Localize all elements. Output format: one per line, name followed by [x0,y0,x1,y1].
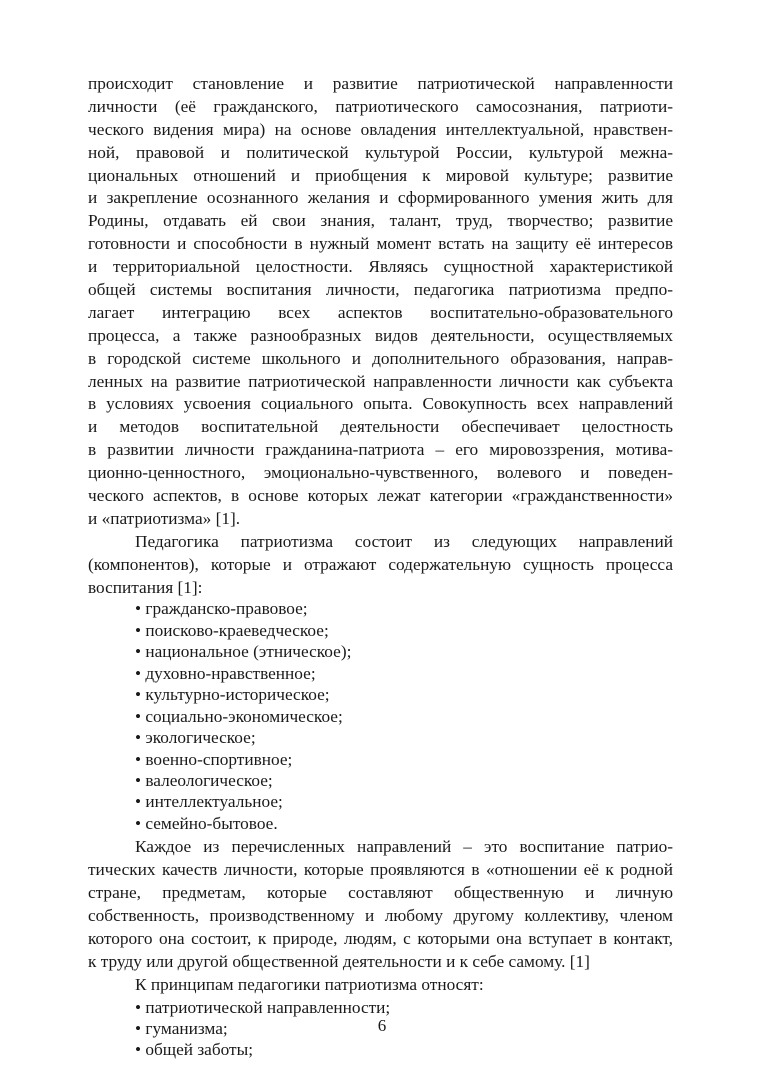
list-item: • патриотической направленности; [135,997,391,1017]
text-line: которого она состоит, к природе, людям, с которыми она вступает в контакт, [88,928,673,948]
text-line: ческого аспектов, в основе которых лежат категории «гражданственности» [88,486,673,506]
text-line: в условиях усвоения социального опыта. Совокупность всех направлений [88,394,673,414]
text-line: происходит становление и развитие патриотической направленности [88,74,673,93]
text-line: Каждое из перечисленных направлений – это воспитание патрио- [135,837,673,857]
text-line: в развитии личности гражданина-патриота – его мировоззрения, мотива- [88,440,673,460]
paragraph-4 [88,974,673,997]
directions-list [88,598,673,834]
text-line: и «патриотизма» [1]. [88,508,241,528]
text-line: лагает интеграцию всех аспектов воспитательно-образовательного [88,302,673,322]
list-item: • семейно-бытовое. [135,813,278,833]
list-item: • культурно-историческое; [135,685,330,705]
paragraph-2 [88,531,673,600]
text-line: ленных на развитие патриотической направленности личности как субъекта [88,371,673,391]
text-line: тических качеств личности, которые проявляются в «отношении её к родной [88,860,673,880]
text-line: личности (её гражданского, патриотического самосознания, патриоти- [88,96,673,116]
page-number: 6 [377,1016,387,1035]
text-line: ческого видения мира) на основе овладения интеллектуальной, нравствен- [88,119,673,139]
text-line: Педагогика патриотизма состоит из следующих направлений [135,531,673,551]
text-line: (компонентов), которые и отражают содержательную сущность процесса [88,554,673,574]
text-line: к труду или другой общественной деятельности и к себе самому. [1] [88,951,590,971]
document-page [88,73,673,1061]
text-line: циональных отношений и приобщения к мировой культуре; развитие [88,165,673,185]
text-line: и методов воспитательной деятельности обеспечивает целостность [88,417,673,437]
text-line: собственность, производственному и любому другому коллективу, членом [88,905,673,925]
text-line: готовности и способности в нужный момент встать на защиту её интересов [88,234,673,254]
text-line: и закрепление осознанного желания и сформированного умения жить для [88,188,673,208]
list-item: • поисково-краеведческое; [135,620,329,640]
text-line: ной, правовой и политической культурой России, культурой межна- [88,142,673,162]
list-item: • общей заботы; [135,1040,254,1060]
paragraph-1 [88,73,673,531]
list-item: • военно-спортивное; [135,749,293,769]
text-line: воспитания [1]: [88,577,203,597]
text-line: ционно-ценностного, эмоционально-чувственного, волевого и поведен- [88,463,673,483]
list-item: • гражданско-правовое; [135,599,308,619]
text-line: К принципам педагогики патриотизма относят: [135,974,484,994]
list-item: • национальное (этническое); [135,642,352,662]
list-item: • гуманизма; [135,1018,228,1038]
list-item: • экологическое; [135,728,256,748]
text-line: общей системы воспитания личности, педагогика патриотизма предпо- [88,280,673,300]
text-line: Родины, отдавать ей свои знания, талант, труд, творчество; развитие [88,211,673,231]
text-line: в городской системе школьного и дополнительного образования, направ- [88,348,673,368]
list-item: • интеллектуальное; [135,792,283,812]
list-item: • социально-экономическое; [135,706,343,726]
text-line: и территориальной целостности. Являясь сущностной характеристикой [88,257,673,277]
text-line: процесса, а также разнообразных видов деятельности, осуществляемых [88,325,673,345]
list-item: • духовно-нравственное; [135,663,316,683]
text-line: стране, предметам, которые составляют общественную и личную [88,883,673,903]
list-item: • валеологическое; [135,770,273,790]
paragraph-3 [88,836,673,973]
